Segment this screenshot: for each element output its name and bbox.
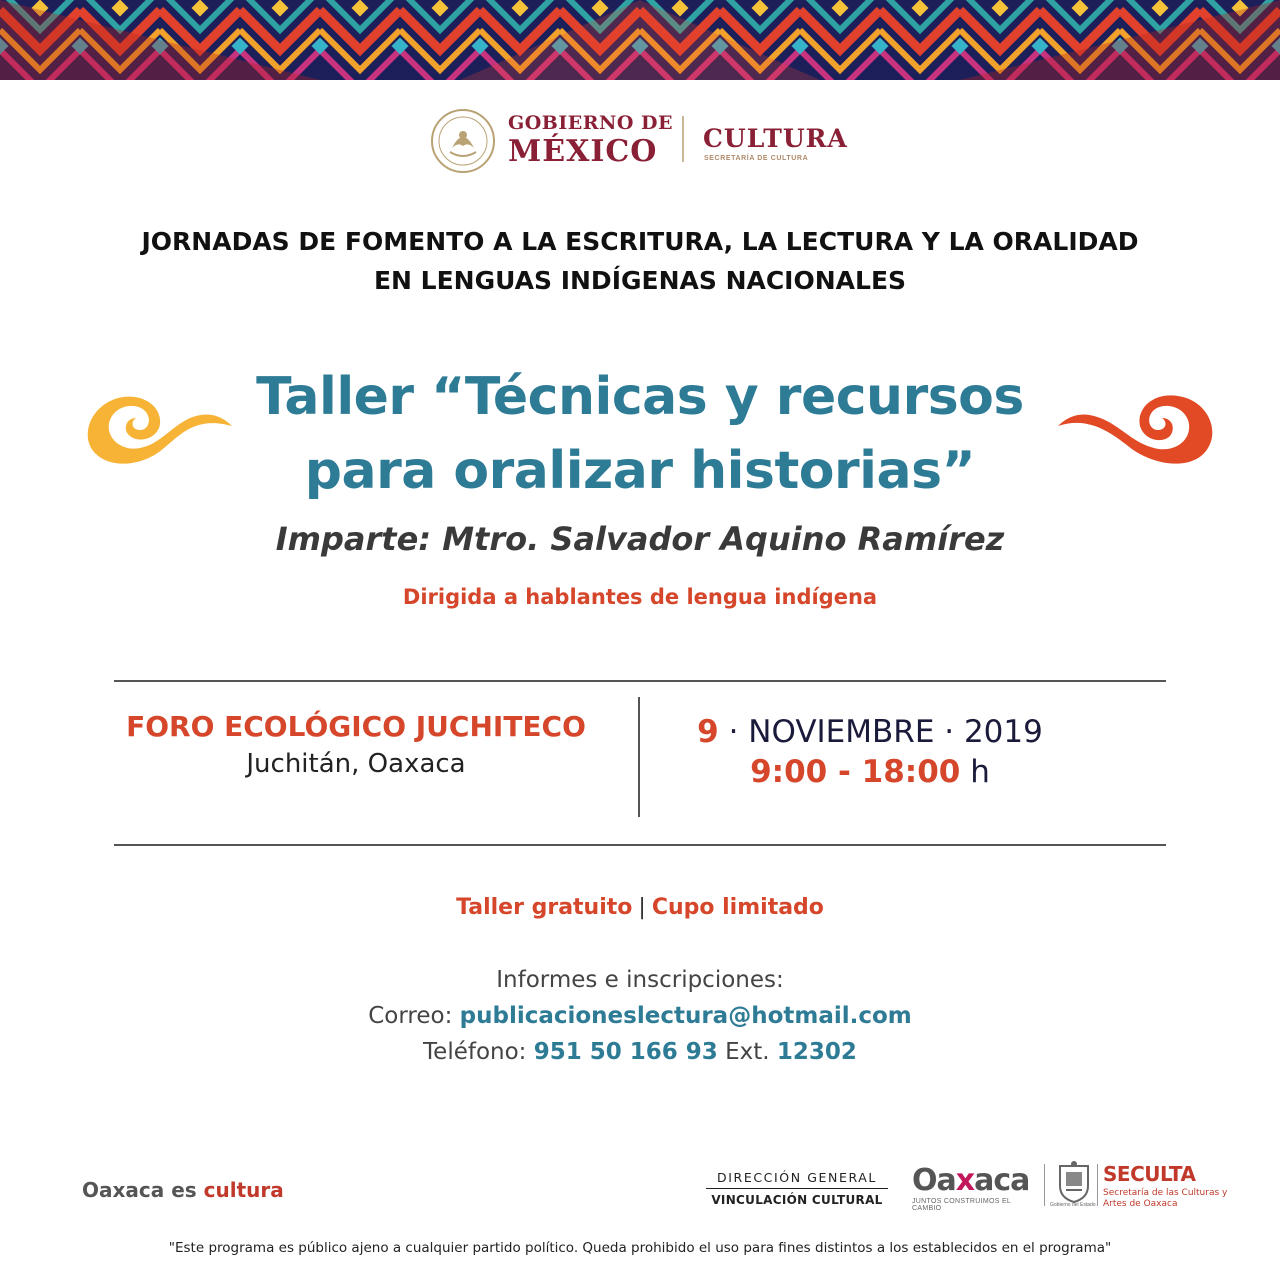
decorative-pattern-banner xyxy=(0,0,1280,80)
mexico-text: MÉXICO xyxy=(508,134,658,169)
oaxaca-state-seal-icon xyxy=(1056,1160,1092,1204)
seculta-text: SECULTA xyxy=(1103,1162,1196,1186)
end-time: 18:00 xyxy=(861,754,961,790)
series-title-line1: JORNADAS DE FOMENTO A LA ESCRITURA, LA LECTURA Y LA ORALIDAD xyxy=(141,227,1139,256)
state-seal-caption: Gobierno del Estado xyxy=(1050,1202,1096,1208)
oaxaca-government-logo xyxy=(912,1163,1036,1212)
mexico-seal-icon xyxy=(430,108,496,174)
oaxaca-es-cultura-logo xyxy=(82,1178,284,1202)
vertical-divider xyxy=(638,697,640,817)
footer-divider-2 xyxy=(1097,1164,1098,1206)
series-title-line2: EN LENGUAS INDÍGENAS NACIONALES xyxy=(373,266,907,295)
email-link[interactable]: publicacioneslectura@hotmail.com xyxy=(459,1003,912,1029)
free-note: Taller gratuito xyxy=(456,895,633,920)
ext-number[interactable]: 12302 xyxy=(776,1039,857,1065)
direccion-general-logo xyxy=(706,1170,888,1207)
limited-note: Cupo limitado xyxy=(651,895,824,920)
date-block xyxy=(650,712,1090,792)
contact-info xyxy=(0,962,1280,1070)
seculta-subtitle xyxy=(1103,1188,1227,1210)
oaxaca-wordmark-post: aca xyxy=(974,1163,1030,1198)
seculta-subtitle-line1: Secretaría de las Culturas y xyxy=(1103,1188,1228,1198)
cultura-logo: CULTURA xyxy=(703,124,848,153)
time-unit: h xyxy=(960,754,990,790)
venue-block xyxy=(100,710,612,779)
venue-name: FORO ECOLÓGICO JUCHITECO xyxy=(126,710,586,743)
oaxaca-wordmark-x: x xyxy=(955,1163,975,1198)
event-day: 9 xyxy=(697,714,719,750)
event-month-year: · NOVIEMBRE · 2019 xyxy=(718,714,1043,750)
instructor-line: Imparte: Mtro. Salvador Aquino Ramírez xyxy=(275,520,1005,558)
phone-number[interactable]: 951 50 166 93 xyxy=(533,1039,718,1065)
oaxaca-wordmark-pre: Oa xyxy=(912,1163,956,1198)
event-time xyxy=(650,752,1090,792)
gobierno-de-mexico-logo xyxy=(508,114,673,167)
cultura-subtitle: SECRETARÍA DE CULTURA xyxy=(704,155,809,162)
logo-divider xyxy=(682,116,684,162)
contact-heading: Informes e inscripciones: xyxy=(496,967,784,993)
email-line xyxy=(0,998,1280,1034)
oaxaca-wordmark xyxy=(912,1163,1036,1198)
workshop-notes xyxy=(0,895,1280,920)
oaxaca-tagline: JUNTOS CONSTRUIMOS EL CAMBIO xyxy=(912,1198,1011,1212)
oaxaca-es-text: Oaxaca es xyxy=(82,1178,204,1202)
government-logos xyxy=(0,100,1280,180)
direccion-line2: VINCULACIÓN CULTURAL xyxy=(711,1193,883,1207)
top-divider xyxy=(114,680,1166,682)
gobierno-text: GOBIERNO DE xyxy=(508,112,673,134)
venue-city: Juchitán, Oaxaca xyxy=(246,749,466,779)
workshop-title-line1: Taller “Técnicas y recursos xyxy=(256,367,1024,427)
seculta-subtitle-line2: Artes de Oaxaca xyxy=(1103,1199,1178,1209)
event-date xyxy=(650,712,1090,752)
phone-label: Teléfono: xyxy=(423,1039,534,1065)
cultura-text: cultura xyxy=(203,1178,284,1202)
ext-label: Ext. xyxy=(717,1039,777,1065)
footer-divider-1 xyxy=(1044,1164,1045,1206)
bottom-divider xyxy=(114,844,1166,846)
time-dash: - xyxy=(827,754,862,790)
workshop-title-line2: para oralizar historias” xyxy=(304,441,976,501)
seculta-logo xyxy=(1103,1162,1227,1210)
notes-separator: | xyxy=(638,895,646,920)
legal-disclaimer: "Este programa es público ajeno a cualquier partido político. Queda prohibido el uso para fines distintos a los establecidos en el programa" xyxy=(168,1240,1112,1256)
workshop-title xyxy=(190,360,1090,508)
direccion-line1: DIRECCIÓN GENERAL xyxy=(706,1170,888,1189)
audience-line: Dirigida a hablantes de lengua indígena xyxy=(402,585,878,609)
phone-line xyxy=(0,1034,1280,1070)
email-label: Correo: xyxy=(368,1003,460,1029)
start-time: 9:00 xyxy=(750,754,828,790)
series-title xyxy=(60,222,1220,300)
